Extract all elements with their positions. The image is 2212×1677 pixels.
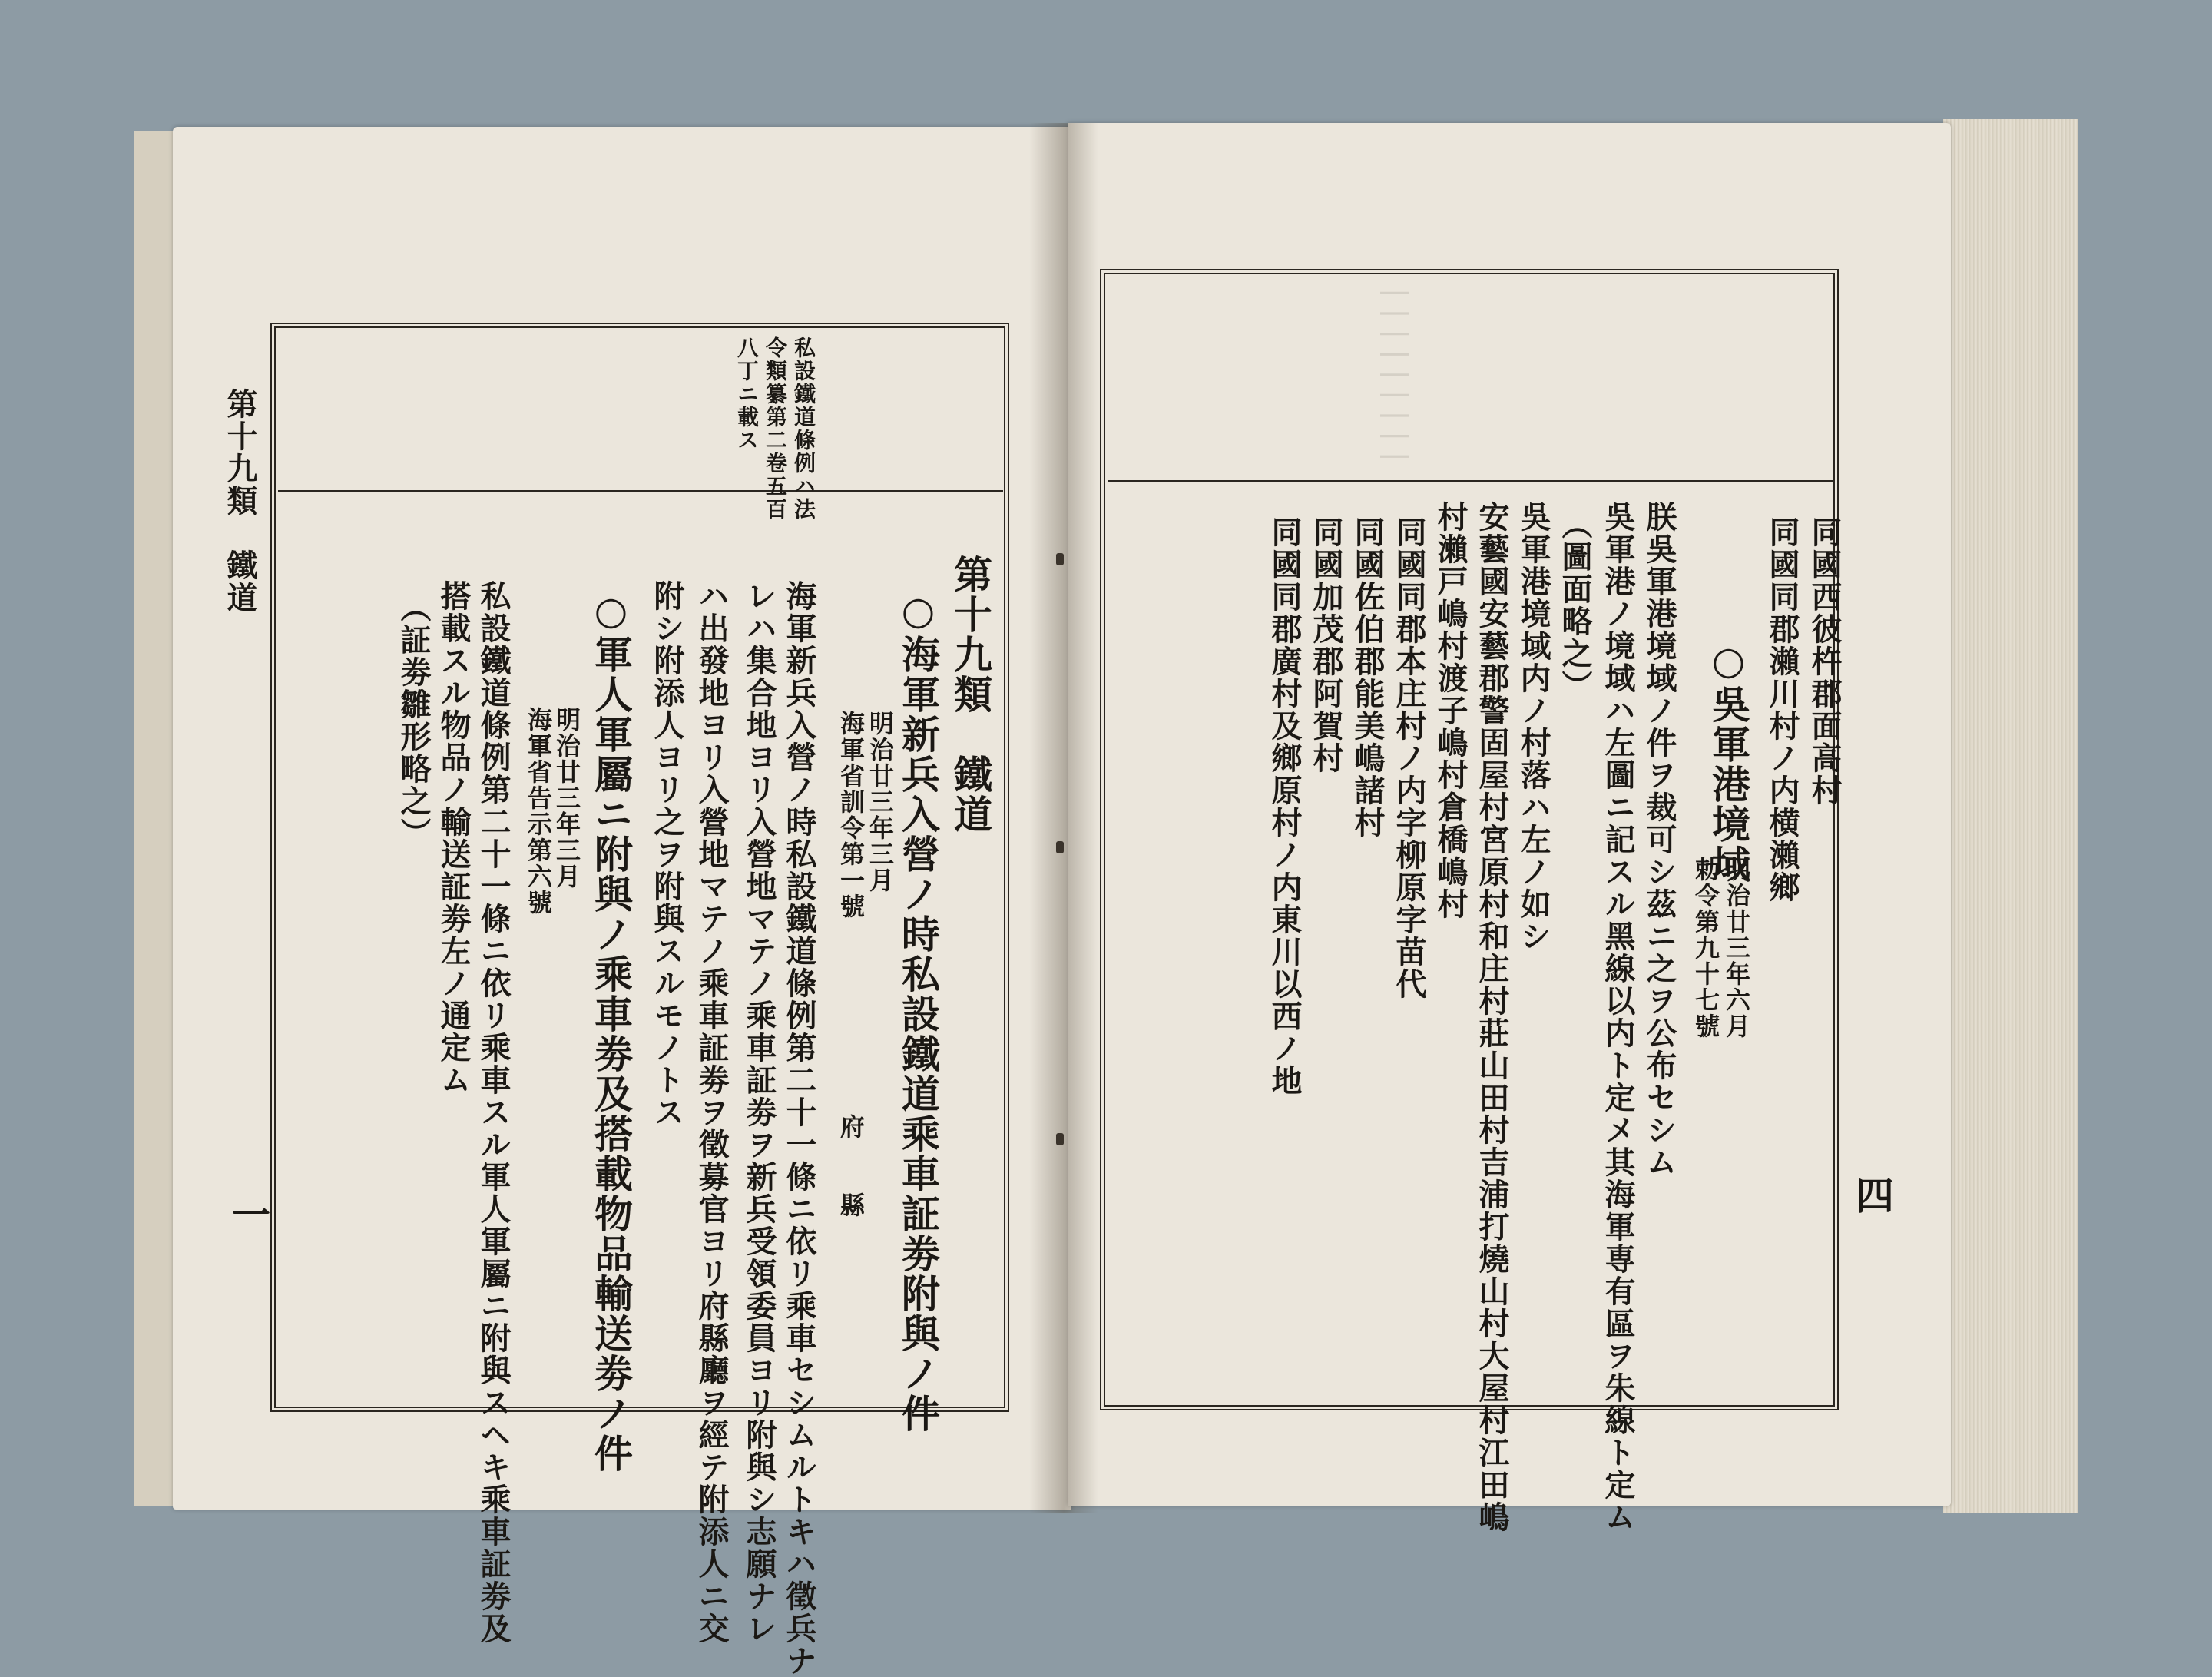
category-title: 第十九類 鐵道 [948,555,993,834]
show-through-text: ▏▏▏▏▏▏▏▏▏ [1380,292,1409,476]
binding-stitch [1056,553,1064,565]
book-gutter [1029,123,1098,1513]
body-text-line: レハ集合地ヨリ入營地マテノ乘車証劵ヲ新兵受領委員ヨリ附與シ志願ナレ [741,580,777,1645]
running-head: 第十九類 鐵道 [222,388,258,614]
body-text-line: 同國加茂郡阿賀村 [1308,516,1344,774]
body-note: （証劵雛形略之） [396,592,432,850]
body-text-line: 同國同郡本庄村ノ内字柳原字苗代 [1391,516,1427,1000]
right-top-line: 同國西彼杵郡面高村 [1806,516,1843,807]
section-title: ○軍人軍屬ニ附與ノ乘車劵及搭載物品輸送劵ノ件 [588,588,634,1473]
body-text-line: 同國同郡廣村及鄉原村ノ内東川以西ノ地 [1267,516,1303,1097]
section-addressee: 府 縣 [836,1114,866,1218]
section-title: ○海軍新兵入營ノ時私設鐵道乘車証劵附與ノ件 [896,588,941,1433]
body-text-line: ハ出發地ヨリ入營地マテノ乘車証劵ヲ徵募官ヨリ府縣廳ヲ經テ附添人ニ交 [694,580,730,1645]
section-title: ○吳軍港境域 [1706,638,1751,884]
page-number: 一 [226,1195,271,1235]
section-issuer: 勅令第九十七號 [1691,857,1720,1039]
header-rule [278,490,1003,492]
section-date: 明治廿三年三月 [866,711,895,893]
body-text-line: 朕吳軍港境域ノ件ヲ裁可シ茲ニ之ヲ公布セシム [1641,501,1677,1178]
book-right-edge [1943,119,2078,1513]
section-issuer: 海軍省告示第六號 [524,707,553,916]
body-text-line: 村瀨戸嶋村渡子嶋村倉橋嶋村 [1432,501,1469,920]
body-text-line: 附シ附添人ヨリ之ヲ附與スルモノトス [649,580,685,1128]
section-date: 明治廿三年六月 [1722,857,1751,1039]
body-text-line: 安藝國安藝郡警固屋村宮原村和庄村莊山田村吉浦打燒山村大屋村江田嶋 [1474,501,1510,1533]
body-text-line: 同國佐伯郡能美嶋諸村 [1349,516,1386,839]
right-top-line: 同國同郡瀨川村ノ内横瀨鄉 [1764,516,1800,903]
binding-stitch [1056,1133,1064,1145]
body-text-line: 吳軍港ノ境域ハ左圖ニ記スル黑線以内ト定メ其海軍専有區ヲ朱線ト定ム [1600,501,1636,1533]
header-rule [1108,480,1833,482]
body-text-line: 搭載スル物品ノ輸送証劵左ノ通定ム [435,580,472,1096]
section-issuer: 海軍省訓令第一號 [836,711,866,920]
section-date: 明治廿三年三月 [552,707,581,890]
body-text-line: 私設鐵道條例第二十一條ニ依リ乘車スル軍人軍屬ニ附與スヘキ乘車証劵及 [475,580,512,1645]
header-note-line: 八丁ニ載ス [734,336,760,452]
body-text-line: 海軍新兵入營ノ時私設鐵道條例第二十一條ニ依リ乘車セシムルトキハ徵兵ナ [781,580,817,1677]
body-text-line: （圖面略之） [1557,509,1593,702]
header-note-line: 令類纂第二卷五百 [763,336,788,521]
body-text-line: 吳軍港境域内ノ村落ハ左ノ如シ [1515,501,1551,953]
header-note-line: 私設鐵道條例ハ法 [791,336,816,521]
binding-stitch [1056,841,1064,853]
page-number: 四 [1849,1175,1895,1215]
